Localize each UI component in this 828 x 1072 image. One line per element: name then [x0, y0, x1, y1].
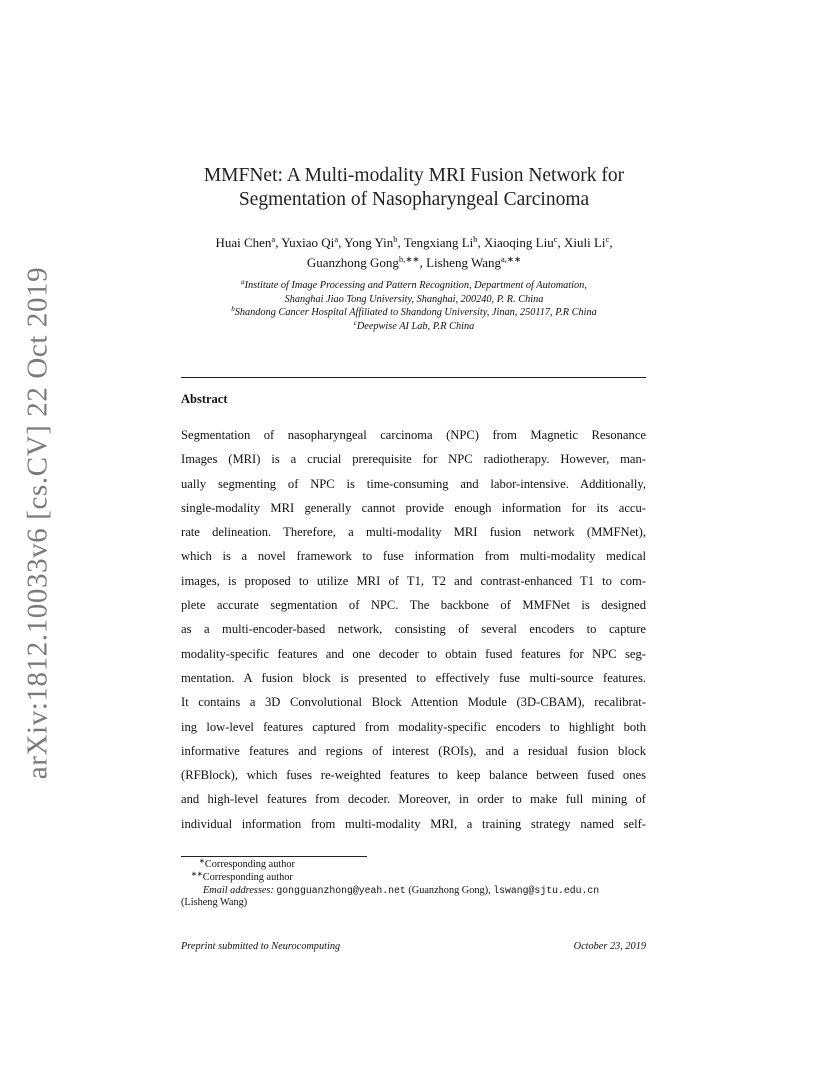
affiliation-mark: c [353, 318, 357, 327]
affiliation-line [150, 306, 678, 320]
email-label: Email addresses: [203, 884, 274, 896]
affiliation-text: Shanghai Jiao Tong University, Shanghai, 200240, P. R. China [284, 293, 544, 305]
affiliation-line [150, 293, 678, 307]
footnote-text: Corresponding author [204, 859, 295, 870]
author-affiliation-mark: a [271, 234, 276, 244]
preprint-date: October 23, 2019 [573, 941, 646, 952]
footnotes [181, 859, 651, 910]
abstract-line: images, is proposed to utilize MRI of T1, T2 and contrast-enhanced T1 to com- [181, 573, 646, 588]
abstract-line: individual information from multi-modality MRI, a training strategy named self- [181, 816, 646, 831]
author-separator: , [397, 235, 404, 250]
affiliation-text: Deepwise AI Lab, P.R China [356, 320, 475, 332]
abstract-line: Images (MRI) is a crucial prerequisite for NPC radiotherapy. However, man- [181, 452, 646, 467]
author-affiliation-mark: c [605, 234, 610, 244]
abstract-line: modality-specific features and one decoder to obtain fused features for NPC seg- [181, 646, 646, 661]
footnote-corresponding-2 [181, 869, 651, 885]
author-line-1 [150, 233, 678, 253]
author-entry [307, 255, 426, 270]
abstract-line: single-modality MRI generally cannot provide enough information for its accu- [181, 500, 646, 515]
abstract-line: Segmentation of nasopharyngeal carcinoma (NPC) from Magnetic Resonance [181, 428, 646, 442]
author-affiliation-mark: a [334, 234, 339, 244]
affiliation-mark: b [231, 305, 235, 314]
author-affiliation-mark: b [473, 234, 478, 244]
affiliation-list [150, 279, 678, 333]
footnote-mark: ∗∗ [191, 869, 203, 878]
author-affiliation-mark: a,∗∗ [500, 254, 522, 264]
affiliation-text: Shandong Cancer Hospital Affiliated to Shandong University, Jinan, 250117, P.R China [234, 307, 597, 319]
author-name: Tengxiang Li [403, 235, 474, 250]
abstract-line: (RFBlock), which fuses re-weighted features to keep balance between fused ones [181, 768, 646, 783]
abstract-line: which is a novel framework to fuse information from multi-modality medical [181, 549, 646, 564]
author-line-2 [150, 253, 678, 273]
footnote-text: Corresponding author [202, 871, 293, 883]
abstract-line: informative features and regions of interest (ROIs), and a residual fusion block [181, 743, 646, 758]
author-entry [404, 235, 484, 250]
author-name: Yuxiao Qi [281, 235, 335, 250]
title-line-1: MMFNet: A Multi-modality MRI Fusion Network for [203, 165, 625, 186]
author-affiliation-mark: b,∗∗ [398, 254, 420, 264]
arxiv-identifier-stamp: arXiv:1812.10033v6 [cs.CV] 22 Oct 2019 [21, 266, 54, 780]
footnote-mark: ∗ [199, 857, 205, 865]
author-list [150, 233, 678, 273]
email-owner-gong: (Guanzhong Gong), [405, 884, 494, 896]
abstract-body [181, 423, 646, 836]
author-name: Huai Chen [215, 235, 272, 250]
abstract-line: as a multi-encoder-based network, consisting of several encoders to capture [181, 622, 646, 637]
abstract-line: plete accurate segmentation of NPC. The backbone of MMFNet is designed [181, 598, 646, 613]
footnote-email-owner-wang: (Lisheng Wang) [181, 897, 248, 909]
abstract-heading: Abstract [181, 392, 228, 406]
abstract-line: ually segmenting of NPC is time-consuming and labor-intensive. Additionally, [181, 476, 646, 491]
author-name: Yong Yin [344, 235, 394, 250]
author-separator: , [557, 235, 564, 250]
author-separator: , [275, 235, 282, 250]
author-name: Lisheng Wang [426, 255, 501, 270]
abstract-line: mentation. A fusion block is presented to effectively fuse multi-source features. [181, 670, 646, 685]
abstract-line: It contains a 3D Convolutional Block Attention Module (3D-CBAM), recalibrat- [181, 695, 646, 710]
author-entry [564, 235, 613, 250]
author-entry [344, 235, 404, 250]
author-affiliation-mark: b [393, 234, 398, 244]
author-separator: , [477, 235, 485, 250]
author-entry [215, 235, 281, 250]
title-line-2: Segmentation of Nasopharyngeal Carcinoma [238, 189, 590, 210]
affiliation-mark: a [241, 278, 245, 286]
footnote-corresponding-1 [181, 859, 651, 872]
author-name: Xiaoqing Liu [484, 235, 554, 250]
email-link-gong[interactable]: gongguanzhong@yeah.net [276, 884, 406, 896]
abstract-line: ing low-level features captured from modality-specific encoders to highlight both [181, 719, 646, 734]
abstract-top-rule [181, 377, 646, 378]
affiliation-line [150, 320, 678, 334]
email-link-wang[interactable]: lswang@sjtu.edu.cn [493, 884, 600, 896]
author-separator: , [338, 235, 345, 250]
paper-title [140, 164, 688, 212]
abstract-line: rate delineation. Therefore, a multi-modality MRI fusion network (MMFNet), [181, 525, 646, 540]
author-name: Xiuli Li [564, 235, 606, 250]
preprint-note: Preprint submitted to Neurocomputing [181, 941, 341, 952]
abstract-line: and high-level features from decoder. Moreover, in order to make full mining of [181, 792, 646, 807]
author-affiliation-mark: c [553, 234, 558, 244]
author-entry [281, 235, 344, 250]
affiliation-text: Institute of Image Processing and Pattern Recognition, Department of Automation, [244, 280, 587, 291]
footnote-emails [181, 885, 651, 898]
author-entry [426, 255, 521, 270]
author-separator: , [609, 235, 613, 250]
author-separator: , [419, 255, 427, 270]
affiliation-line [150, 279, 678, 293]
author-entry [484, 235, 564, 250]
footnote-rule [181, 856, 367, 857]
author-name: Guanzhong Gong [306, 255, 399, 270]
